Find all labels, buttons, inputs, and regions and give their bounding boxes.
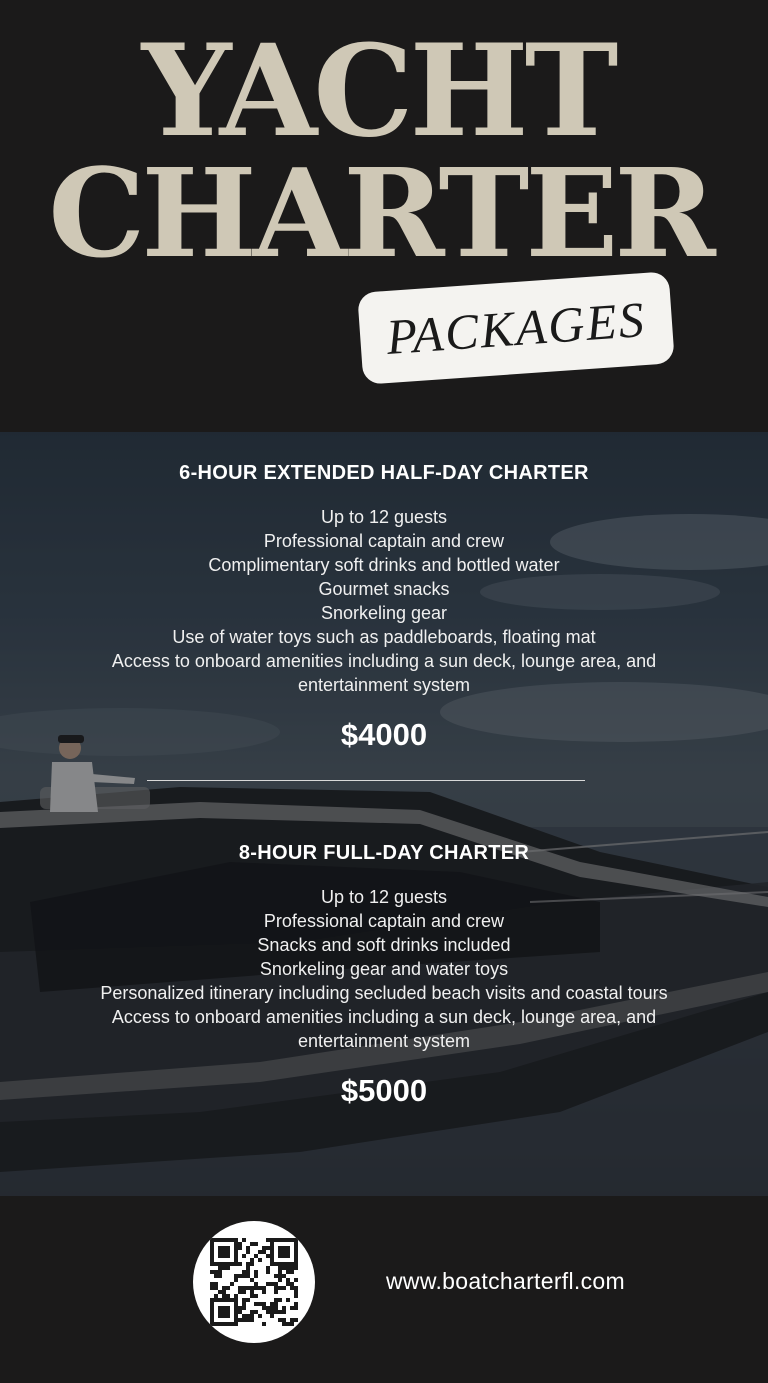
qr-module: [294, 1290, 298, 1294]
qr-module: [270, 1282, 274, 1286]
qr-module: [238, 1286, 242, 1290]
qr-module: [294, 1266, 298, 1270]
qr-module: [254, 1294, 258, 1298]
qr-module: [266, 1238, 270, 1242]
qr-module: [250, 1318, 254, 1322]
qr-module: [214, 1282, 218, 1286]
header: [0, 0, 768, 432]
qr-module: [238, 1290, 242, 1294]
package-8-hour: [0, 842, 768, 1109]
qr-module: [242, 1318, 246, 1322]
qr-module: [254, 1302, 258, 1306]
feature-item: Snorkeling gear and water toys: [259, 959, 509, 979]
qr-module: [278, 1270, 282, 1274]
feature-item: Personalized itinerary including secluded beach visits and coastal tours: [100, 983, 668, 1003]
qr-module: [286, 1322, 290, 1326]
qr-module: [290, 1322, 294, 1326]
qr-module: [242, 1254, 246, 1258]
qr-module: [242, 1286, 246, 1290]
qr-module: [246, 1262, 250, 1266]
qr-module: [258, 1286, 262, 1290]
qr-module: [230, 1282, 234, 1286]
qr-module: [218, 1270, 222, 1274]
qr-module: [294, 1318, 298, 1322]
qr-module: [246, 1274, 250, 1278]
qr-module: [278, 1318, 282, 1322]
qr-module: [266, 1310, 270, 1314]
qr-module: [242, 1274, 246, 1278]
qr-module: [254, 1242, 258, 1246]
feature-item: Up to 12 guests: [320, 507, 448, 527]
qr-module: [262, 1250, 266, 1254]
qr-module: [290, 1286, 294, 1290]
qr-module: [270, 1306, 274, 1310]
qr-module: [290, 1306, 294, 1310]
qr-module: [226, 1266, 230, 1270]
qr-module: [266, 1306, 270, 1310]
qr-module: [282, 1318, 286, 1322]
qr-module: [262, 1302, 266, 1306]
qr-module: [262, 1246, 266, 1250]
qr-module: [238, 1318, 242, 1322]
qr-module: [250, 1278, 254, 1282]
qr-module: [274, 1286, 278, 1290]
title-charter: CHARTER: [48, 141, 712, 285]
qr-module: [258, 1314, 262, 1318]
qr-module: [266, 1246, 270, 1250]
package-6-hour: [0, 462, 768, 753]
qr-module: [262, 1322, 266, 1326]
packages-tag-label: PACKAGES: [384, 291, 648, 365]
qr-module: [238, 1246, 242, 1250]
qr-module: [238, 1274, 242, 1278]
qr-module: [246, 1298, 250, 1302]
qr-module: [254, 1254, 258, 1258]
qr-finder-center: [218, 1246, 230, 1258]
qr-module: [238, 1262, 242, 1266]
qr-module: [286, 1282, 290, 1286]
qr-module: [290, 1282, 294, 1286]
qr-module: [266, 1282, 270, 1286]
qr-module: [210, 1286, 214, 1290]
feature-item: Up to 12 guests: [320, 887, 448, 907]
qr-module: [282, 1266, 286, 1270]
qr-module: [254, 1310, 258, 1314]
qr-module: [258, 1302, 262, 1306]
qr-module: [278, 1310, 282, 1314]
qr-module: [274, 1290, 278, 1294]
qr-module: [246, 1246, 250, 1250]
qr-module: [294, 1278, 298, 1282]
qr-module: [242, 1298, 246, 1302]
qr-module: [282, 1306, 286, 1310]
qr-module: [234, 1274, 238, 1278]
qr-module: [250, 1310, 254, 1314]
qr-module: [278, 1286, 282, 1290]
website-link[interactable]: www.boatcharterfl.com: [386, 1268, 625, 1294]
qr-module: [218, 1274, 222, 1278]
qr-module: [278, 1298, 282, 1302]
qr-module: [274, 1298, 278, 1302]
feature-item: Access to onboard amenities including a sun deck, lounge area, and entertainment system: [111, 1007, 657, 1051]
qr-module: [254, 1270, 258, 1274]
qr-module: [250, 1286, 254, 1290]
qr-module: [242, 1306, 246, 1310]
qr-module: [226, 1294, 230, 1298]
qr-module: [222, 1290, 226, 1294]
feature-item: Snacks and soft drinks included: [257, 935, 511, 955]
qr-module: [290, 1270, 294, 1274]
qr-module: [250, 1294, 254, 1298]
qr-module: [246, 1250, 250, 1254]
qr-module: [242, 1302, 246, 1306]
qr-module: [262, 1306, 266, 1310]
section-divider: [147, 780, 585, 781]
qr-module: [274, 1282, 278, 1286]
qr-module: [286, 1278, 290, 1282]
qr-module: [286, 1298, 290, 1302]
qr-module: [286, 1270, 290, 1274]
feature-item: Use of water toys such as paddleboards, floating mat: [172, 627, 596, 647]
qr-module: [246, 1266, 250, 1270]
qr-module: [270, 1302, 274, 1306]
qr-module: [266, 1270, 270, 1274]
qr-module: [218, 1290, 222, 1294]
qr-module: [290, 1318, 294, 1322]
qr-module: [254, 1274, 258, 1278]
qr-module: [254, 1282, 258, 1286]
qr-module: [222, 1286, 226, 1290]
feature-item: Access to onboard amenities including a sun deck, lounge area, and entertainment system: [111, 651, 657, 695]
package-title: 6-HOUR EXTENDED HALF-DAY CHARTER: [179, 462, 589, 484]
qr-module: [254, 1286, 258, 1290]
qr-module: [282, 1286, 286, 1290]
qr-module: [258, 1250, 262, 1254]
qr-code-icon[interactable]: [193, 1221, 315, 1343]
qr-finder-center: [278, 1246, 290, 1258]
qr-module: [282, 1274, 286, 1278]
qr-module: [226, 1286, 230, 1290]
qr-module: [210, 1270, 214, 1274]
qr-module: [294, 1302, 298, 1306]
qr-module: [250, 1258, 254, 1262]
qr-module: [222, 1294, 226, 1298]
qr-module: [282, 1310, 286, 1314]
package-price: $5000: [340, 1073, 428, 1108]
qr-module: [242, 1270, 246, 1274]
qr-module: [250, 1314, 254, 1318]
qr-module: [270, 1314, 274, 1318]
qr-module: [278, 1278, 282, 1282]
qr-module: [294, 1294, 298, 1298]
qr-module: [250, 1290, 254, 1294]
qr-module: [266, 1266, 270, 1270]
qr-module: [238, 1310, 242, 1314]
qr-module: [246, 1318, 250, 1322]
title-yacht: YACHT: [141, 17, 615, 165]
qr-module: [246, 1314, 250, 1318]
qr-module: [214, 1274, 218, 1278]
qr-module: [274, 1274, 278, 1278]
qr-module: [282, 1322, 286, 1326]
qr-module: [214, 1294, 218, 1298]
qr-module: [250, 1262, 254, 1266]
qr-module: [270, 1310, 274, 1314]
qr-module: [234, 1294, 238, 1298]
qr-module: [222, 1266, 226, 1270]
feature-item: Snorkeling gear: [320, 603, 448, 623]
qr-module: [238, 1242, 242, 1246]
qr-module: [242, 1290, 246, 1294]
qr-module: [214, 1270, 218, 1274]
qr-module: [246, 1286, 250, 1290]
qr-module: [214, 1286, 218, 1290]
package-price: $4000: [340, 717, 428, 752]
qr-module: [274, 1310, 278, 1314]
qr-module: [274, 1306, 278, 1310]
qr-module: [262, 1290, 266, 1294]
packages-tag: [357, 271, 675, 385]
feature-item: Complimentary soft drinks and bottled water: [208, 555, 560, 575]
qr-finder-center: [218, 1306, 230, 1318]
qr-module: [234, 1278, 238, 1282]
qr-module: [238, 1306, 242, 1310]
qr-module: [278, 1274, 282, 1278]
feature-item: Professional captain and crew: [263, 531, 505, 551]
footer: [0, 1196, 768, 1383]
qr-module: [266, 1254, 270, 1258]
qr-module: [278, 1266, 282, 1270]
package-title: 8-HOUR FULL-DAY CHARTER: [238, 842, 530, 864]
qr-module: [286, 1266, 290, 1270]
qr-module: [294, 1306, 298, 1310]
feature-item: Gourmet snacks: [318, 579, 450, 599]
qr-module: [246, 1270, 250, 1274]
qr-module: [294, 1286, 298, 1290]
feature-item: Professional captain and crew: [263, 911, 505, 931]
feature-list: [0, 885, 768, 1053]
qr-module: [218, 1266, 222, 1270]
qr-module: [242, 1314, 246, 1318]
feature-list: [0, 505, 768, 697]
qr-code-graphic: [193, 1221, 315, 1343]
qr-module: [242, 1238, 246, 1242]
qr-module: [274, 1302, 278, 1306]
qr-module: [258, 1258, 262, 1262]
qr-module: [290, 1266, 294, 1270]
qr-module: [250, 1242, 254, 1246]
qr-module: [210, 1282, 214, 1286]
qr-module: [262, 1286, 266, 1290]
